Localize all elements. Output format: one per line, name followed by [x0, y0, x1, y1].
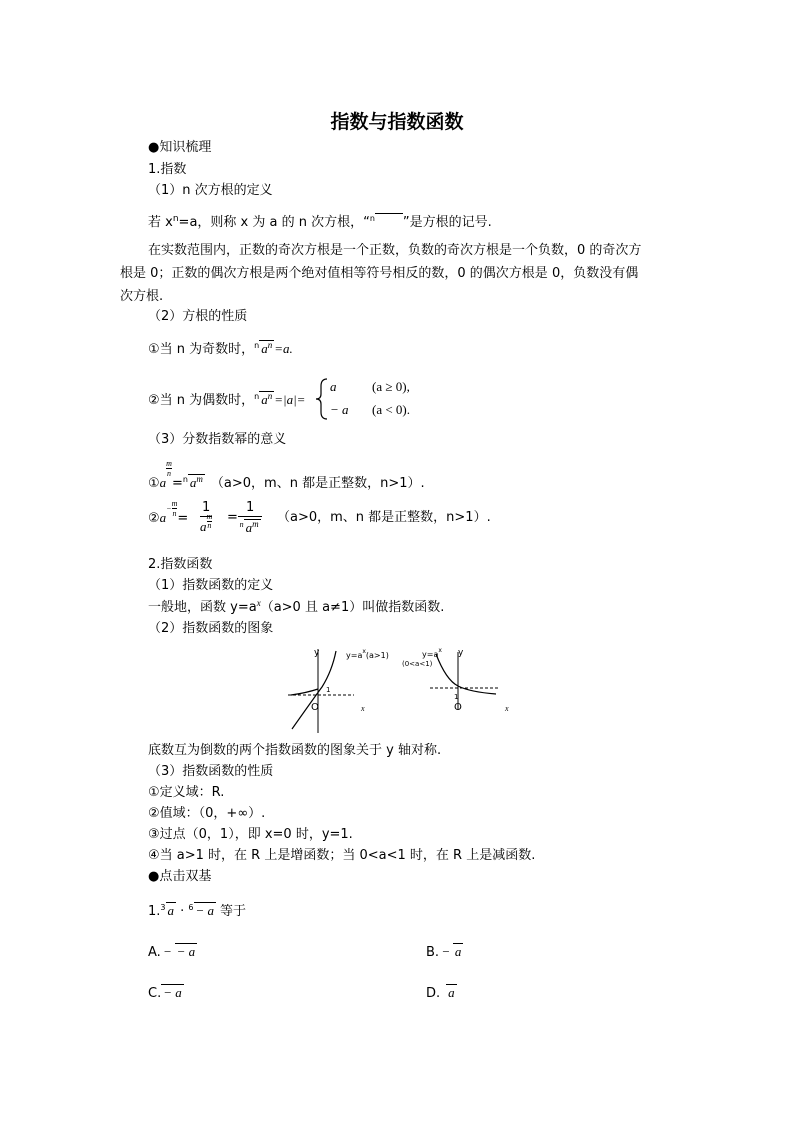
property-domain: ①定义域：R.: [148, 785, 225, 800]
para1-line2: 根是 0；正数的偶次方根是两个绝对值相等符号相反的数，0 的偶次方根是 0，负数没有偶: [120, 266, 639, 281]
def-exponent: x: [256, 598, 261, 608]
case-2-cond: (a < 0).: [372, 402, 411, 417]
graph2-axis-x: x: [505, 704, 509, 713]
frac1-conditions: （a>0，m、n 都是正整数，n>1）.: [210, 476, 425, 491]
q1-text: 等于: [220, 904, 247, 919]
frac-power-1: ①a $\frac{m}{n}$ =$^n$ $a^m$ （a>0，m、n 都是正整数，n>1）.: [148, 459, 425, 491]
def-text: 一般地，函数 y=a: [148, 600, 257, 615]
graph1-axis-x: x: [361, 704, 365, 713]
subheading-1-2: （2）方根的性质: [148, 309, 248, 324]
prop1-text: ①当 n 为奇数时，: [148, 342, 255, 357]
graph2-label: $y=a^x$: [422, 647, 442, 659]
page-title: 指数与指数函数: [330, 111, 464, 133]
option-b[interactable]: B. − a: [426, 944, 462, 960]
prop2-text: ②当 n 为偶数时，: [148, 393, 255, 408]
graph1-axis-y: y: [314, 648, 320, 658]
case-2-value: − a: [330, 402, 349, 417]
property-1: ①当 n 为奇数时，$^n$ $a^n =a$.: [148, 340, 293, 357]
radical-a-n: $a^n$: [261, 340, 273, 356]
graph-decreasing: [430, 650, 510, 720]
subheading-2-1: （1）指数函数的定义: [148, 578, 274, 593]
symmetry-note: 底数互为倒数的两个指数函数的图象关于 y 轴对称.: [148, 743, 442, 758]
frac2-first: 1 a $\frac{m}{n}$: [200, 500, 213, 534]
document-page: 指数与指数函数 ●知识梳理 1.指数 （1）n 次方根的定义 若 $x^n=a$，则称 x 为 a 的 n 次方根，“$^n$ ”是方根的记号. 在实数范围内，正数的奇次方根是一个正数，负数的奇次方根是一个负数，0 的奇次方 根是 0；正数的偶次方根是两个绝对值相等符号相反的数，0 的偶次方根是 0，负数没有偶 次方根. （2）方根的性质 ①当 n 为奇数时，$^n$ $a^n =a$. ②当 n 为偶数时，$^n$ $a^n =|a|=$ a (a ≥ 0), − a (a < 0). （3）分数指数幂的意义 ①a $\frac{m}{n}$ =$^n$ $a^m$ （a>0，m、n 都是正整数，n>1）. $②a^{- \frac{m}{n}}$ = 1 a $\frac{m}{n}$ = $\frac{1}{^n a^m}$ （a>0，m、n 都是正整数，n>1）. 2.指数函数 （1）指数函数的定义 一般地，函数 $y=a^x(a>0$ 且 a≠1）叫做指数函数. （2）指数函数的图象 y O 1 x $y=a^x(a>1)$ y O 1 x $y=a^x$ (0<a<1) 底数互为倒数的两个指数函数的图象关于 y 轴对称. （3）指数函数的性质 ①定义域：R. ②值域：（0，+∞）. ③过点（0，1），即 x=0 时，y=1. ④当 a>1 时，在 R 上是增函数；当 0<a<1 时，在 R 上是减函数. ●点击双基 1.$^3$ a · $^6$ − a 等于 A. − − a B. − a C. − a D. a: [0, 0, 794, 1123]
para1-line1: 在实数范围内，正数的奇次方根是一个正数，负数的奇次方根是一个负数，0 的奇次方: [148, 243, 642, 258]
def-tail: （a>0 且 a≠1）叫做指数函数.: [260, 600, 445, 615]
section-1-heading: 1.指数: [148, 162, 187, 177]
frac-power-2: $②a^{- \frac{m}{n}}$ =: [148, 499, 189, 526]
radical-a-n-2: $a^n$: [261, 391, 273, 407]
subheading-2-2: （2）指数函数的图象: [148, 621, 274, 636]
def-sup-n: n: [172, 214, 179, 224]
graph2-one: 1: [454, 693, 459, 701]
def-part-c: =a，则称 x 为 a 的 n 次方根，“: [178, 215, 370, 230]
graph1-origin: O: [311, 702, 319, 713]
section-2-heading: 2.指数函数: [148, 557, 213, 572]
section-knowledge: ●知识梳理: [148, 140, 212, 155]
graph2-origin: O: [454, 702, 462, 713]
graph1-one: 1: [326, 686, 331, 694]
graph2-axis-y: y: [458, 648, 464, 658]
option-d[interactable]: D. a: [426, 985, 455, 1001]
brace-icon: [315, 378, 331, 420]
case-1-cond: (a ≥ 0),: [372, 379, 410, 394]
def-part-a: 若 x: [148, 215, 173, 230]
root-symbol-icon: [375, 213, 403, 228]
def-root-index: n: [369, 214, 375, 223]
graph2-cond: (0<a<1): [402, 660, 433, 668]
question-1: 1.$^3$ a · $^6$ − a 等于: [148, 903, 247, 919]
subheading-1-1: （1）n 次方根的定义: [148, 183, 273, 198]
section-drill: ●点击双基: [148, 869, 212, 884]
frac2-conditions: （a>0，m、n 都是正整数，n>1）.: [277, 510, 491, 525]
property-range: ②值域：（0，+∞）.: [148, 806, 266, 821]
frac2-second: $\frac{1}{^n a^m}$: [238, 500, 262, 538]
graph1-label: $y=a^x(a>1)$: [346, 648, 389, 660]
property-point: ③过点（0，1），即 x=0 时，y=1.: [148, 827, 353, 842]
exp-func-definition: [148, 600, 444, 616]
property-monotonic: ④当 a>1 时，在 R 上是增函数；当 0<a<1 时，在 R 上是减函数.: [148, 848, 536, 863]
option-c[interactable]: C. − a: [148, 985, 182, 1001]
prop2-eq: =|a|=: [274, 392, 306, 407]
subheading-1-3: （3）分数指数幂的意义: [148, 432, 287, 447]
def-part-e: ”是方根的记号.: [402, 215, 492, 230]
subheading-2-3: （3）指数函数的性质: [148, 764, 274, 779]
property-2: ②当 n 为偶数时，$^n$ $a^n =|a|=$: [148, 391, 306, 408]
q1-number: 1.: [148, 904, 161, 919]
definition-line: [148, 211, 492, 232]
option-a[interactable]: A. − − a: [148, 944, 196, 960]
para1-line3: 次方根.: [120, 289, 164, 304]
case-1-value: a: [330, 379, 337, 394]
prop1-result: =a.: [274, 341, 293, 356]
